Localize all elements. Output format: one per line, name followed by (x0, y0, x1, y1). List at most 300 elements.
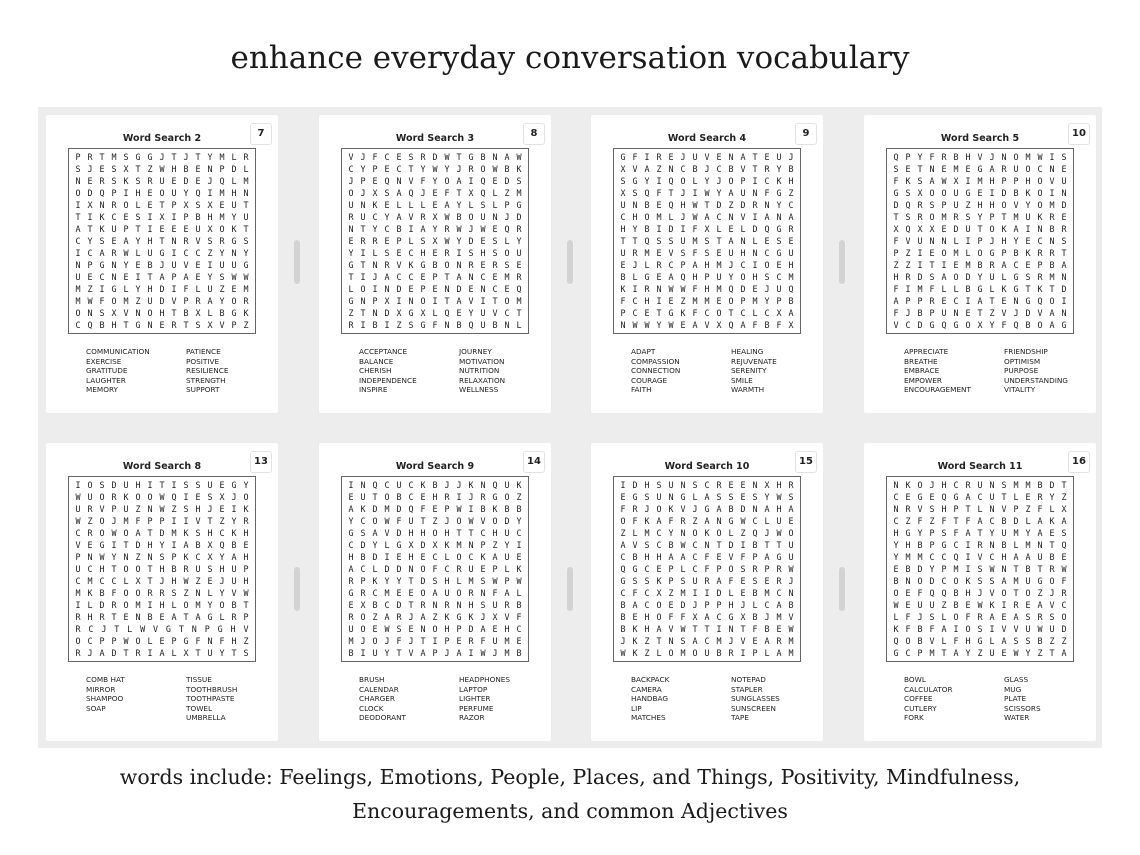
grid-letter: G (620, 151, 626, 162)
grid-letter: U (516, 247, 522, 258)
grid-letter: G (893, 647, 899, 658)
grid-letter: X (620, 163, 626, 174)
grid-letter: V (468, 295, 474, 306)
grid-letter: B (752, 611, 758, 622)
grid-row (617, 213, 797, 221)
grid-letter: J (219, 575, 225, 586)
grid-row (345, 625, 525, 633)
grid-letter: E (432, 503, 438, 514)
grid-letter: B (752, 587, 758, 598)
grid-letter: Y (207, 151, 213, 162)
grid-letter: B (1001, 539, 1007, 550)
grid-letter: F (893, 283, 899, 294)
grid-letter: R (348, 211, 354, 222)
grid-letter: Q (480, 187, 486, 198)
grid-letter: T (893, 211, 899, 222)
grid-letter: T (159, 235, 165, 246)
grid-letter: V (893, 319, 899, 330)
grid-letter: A (776, 647, 782, 658)
puzzle-card[interactable] (319, 115, 551, 413)
grid-letter: M (1013, 479, 1019, 490)
puzzle-card[interactable] (46, 115, 278, 413)
grid-letter: V (1013, 623, 1019, 634)
grid-letter: R (231, 611, 237, 622)
grid-letter: U (989, 491, 995, 502)
grid-letter: O (384, 491, 390, 502)
grid-letter: O (1001, 587, 1007, 598)
grid-letter: M (644, 247, 650, 258)
grid-letter: A (692, 319, 698, 330)
grid-letter: M (516, 187, 522, 198)
grid-letter: I (468, 175, 474, 186)
grid-letter: N (444, 283, 450, 294)
grid-letter: E (420, 271, 426, 282)
grid-letter: R (656, 259, 662, 270)
grid-letter: P (905, 151, 911, 162)
grid-row (617, 225, 797, 233)
grid-letter: W (444, 235, 450, 246)
grid-letter: U (159, 175, 165, 186)
grid-letter: A (420, 647, 426, 658)
grid-letter: R (516, 223, 522, 234)
grid-letter: Y (917, 527, 923, 538)
grid-letter: G (468, 151, 474, 162)
word-item: CLOCK (359, 703, 384, 713)
grid-letter: L (644, 259, 650, 270)
grid-letter: O (1037, 187, 1043, 198)
grid-row (617, 273, 797, 281)
grid-letter: D (468, 623, 474, 634)
puzzle-card[interactable] (591, 115, 823, 413)
grid-letter: Q (929, 587, 935, 598)
grid-letter: N (752, 503, 758, 514)
grid-letter: V (740, 163, 746, 174)
grid-letter: G (420, 259, 426, 270)
puzzle-card[interactable] (46, 443, 278, 741)
grid-letter: U (704, 647, 710, 658)
grid-letter: P (360, 575, 366, 586)
grid-letter: L (432, 307, 438, 318)
grid-letter: T (752, 151, 758, 162)
grid-letter: I (965, 295, 971, 306)
grid-letter: G (632, 563, 638, 574)
scroll-handle[interactable] (294, 567, 300, 611)
grid-letter: U (75, 503, 81, 514)
grid-letter: V (632, 539, 638, 550)
word-item: MOTIVATION (459, 356, 505, 366)
grid-letter: M (348, 635, 354, 646)
grid-letter: C (893, 515, 899, 526)
grid-letter: U (504, 551, 510, 562)
grid-letter: O (1001, 199, 1007, 210)
word-list-right (186, 347, 272, 395)
grid-letter: K (516, 163, 522, 174)
word-item: SERENITY (731, 366, 767, 376)
word-item: RESILIENCE (186, 366, 229, 376)
grid-letter: R (752, 563, 758, 574)
grid-letter: T (123, 647, 129, 658)
grid-letter: W (432, 163, 438, 174)
grid-letter: H (480, 247, 486, 258)
grid-letter: C (480, 271, 486, 282)
grid-letter: F (893, 307, 899, 318)
grid-letter: X (776, 307, 782, 318)
scroll-handle[interactable] (567, 240, 573, 284)
grid-letter: Q (195, 187, 201, 198)
grid-letter: D (111, 479, 117, 490)
word-item: CUTLERY (904, 703, 937, 713)
grid-letter: R (644, 283, 650, 294)
grid-letter: R (1049, 211, 1055, 222)
grid-letter: T (989, 295, 995, 306)
grid-letter: W (384, 623, 390, 634)
grid-letter: N (191, 623, 197, 634)
grid-letter: C (776, 587, 782, 598)
word-item: SUNGLASSES (731, 694, 780, 704)
grid-letter: J (444, 479, 450, 490)
grid-letter: M (1013, 211, 1019, 222)
grid-letter: I (99, 283, 105, 294)
grid-letter: J (989, 235, 995, 246)
grid-letter: L (127, 623, 133, 634)
grid-letter: G (680, 491, 686, 502)
grid-letter: I (171, 211, 177, 222)
grid-letter: J (764, 283, 770, 294)
grid-letter: R (752, 199, 758, 210)
grid-letter: L (692, 491, 698, 502)
grid-letter: C (384, 151, 390, 162)
grid-letter: E (480, 259, 486, 270)
grid-letter: E (408, 283, 414, 294)
grid-letter: L (692, 175, 698, 186)
grid-letter: I (384, 319, 390, 330)
grid-letter: P (917, 647, 923, 658)
grid-letter: U (231, 199, 237, 210)
grid-letter: Q (504, 223, 510, 234)
grid-letter: X (396, 307, 402, 318)
grid-letter: K (408, 259, 414, 270)
grid-letter: B (195, 211, 201, 222)
grid-letter: U (207, 283, 213, 294)
grid-letter: E (219, 503, 225, 514)
grid-letter: G (231, 307, 237, 318)
grid-letter: O (716, 527, 722, 538)
grid-letter: D (929, 575, 935, 586)
grid-letter: D (953, 223, 959, 234)
grid-letter: E (159, 635, 165, 646)
grid-letter: U (492, 599, 498, 610)
word-item: GLASS (1004, 675, 1029, 684)
grid-letter: G (1037, 575, 1043, 586)
grid-letter: V (668, 623, 674, 634)
grid-letter: O (893, 587, 899, 598)
grid-letter: S (1049, 611, 1055, 622)
grid-letter: S (504, 259, 510, 270)
grid-row (72, 625, 252, 633)
grid-letter: Y (1025, 199, 1031, 210)
scroll-handle[interactable] (294, 240, 300, 284)
grid-letter: C (516, 527, 522, 538)
grid-letter: N (468, 539, 474, 550)
grid-letter: U (123, 503, 129, 514)
grid-letter: G (989, 247, 995, 258)
grid-letter: F (692, 283, 698, 294)
grid-letter: N (408, 563, 414, 574)
grid-letter: M (764, 587, 770, 598)
grid-letter: H (231, 187, 237, 198)
grid-letter: T (656, 307, 662, 318)
grid-letter: B (788, 295, 794, 306)
puzzle-title: Word Search 3 (395, 133, 475, 144)
grid-letter: O (231, 295, 237, 306)
grid-letter: A (420, 611, 426, 622)
grid-letter: V (171, 295, 177, 306)
puzzle-card[interactable] (591, 443, 823, 741)
grid-letter: L (420, 199, 426, 210)
grid-letter: O (692, 647, 698, 658)
puzzle-card[interactable] (864, 443, 1096, 741)
word-list-right (1004, 347, 1090, 395)
grid-letter: I (147, 223, 153, 234)
word-list (631, 347, 811, 395)
grid-letter: U (231, 575, 237, 586)
word-item: HEADPHONES (459, 675, 511, 684)
grid-letter: A (929, 175, 935, 186)
scroll-handle[interactable] (567, 567, 573, 611)
grid-letter: P (171, 551, 177, 562)
grid-letter: E (752, 635, 758, 646)
grid-letter: T (1049, 647, 1055, 658)
grid-letter: S (99, 307, 105, 318)
grid-letter: T (135, 223, 141, 234)
grid-letter: Y (384, 211, 390, 222)
grid-letter: N (752, 247, 758, 258)
grid-letter: P (917, 295, 923, 306)
grid-letter: N (989, 503, 995, 514)
grid-letter: O (372, 515, 378, 526)
grid-letter: F (680, 611, 686, 622)
grid-letter: E (207, 575, 213, 586)
grid-letter: C (75, 319, 81, 330)
grid-letter: Y (977, 211, 983, 222)
grid-letter: L (231, 151, 237, 162)
grid-letter: P (929, 527, 935, 538)
grid-letter: I (917, 259, 923, 270)
grid-row (345, 273, 525, 281)
word-list (904, 675, 1084, 723)
grid-letter: X (492, 611, 498, 622)
grid-letter: R (776, 563, 782, 574)
grid-letter: Z (728, 199, 734, 210)
grid-letter: Y (384, 575, 390, 586)
grid-letter: S (468, 247, 474, 258)
grid-letter: B (620, 271, 626, 282)
grid-letter: C (360, 515, 366, 526)
grid-letter: W (159, 503, 165, 514)
grid-letter: I (408, 223, 414, 234)
grid-letter: L (147, 635, 153, 646)
grid-letter: H (408, 551, 414, 562)
grid-letter: L (135, 199, 141, 210)
grid-letter: B (620, 599, 626, 610)
grid-letter: S (111, 163, 117, 174)
grid-letter: C (348, 539, 354, 550)
grid-letter: R (1013, 599, 1019, 610)
grid-letter: U (953, 199, 959, 210)
grid-row (890, 273, 1070, 281)
grid-letter: P (480, 539, 486, 550)
grid-letter: B (1049, 259, 1055, 270)
grid-letter: Y (135, 283, 141, 294)
grid-letter: H (977, 199, 983, 210)
grid-letter: N (207, 163, 213, 174)
grid-letter: C (384, 223, 390, 234)
grid-letter: L (348, 283, 354, 294)
grid-letter: E (432, 283, 438, 294)
grid-letter: E (620, 259, 626, 270)
grid-letter: K (516, 479, 522, 490)
grid-letter: Z (147, 163, 153, 174)
grid-row (72, 529, 252, 537)
grid-letter: N (372, 307, 378, 318)
grid-letter: E (905, 163, 911, 174)
grid-letter: O (656, 599, 662, 610)
grid-letter: C (644, 563, 650, 574)
grid-letter: R (348, 611, 354, 622)
grid-letter: M (123, 515, 129, 526)
scroll-handle[interactable] (839, 240, 845, 284)
grid-letter: S (480, 199, 486, 210)
grid-letter: V (153, 623, 159, 634)
grid-letter: T (516, 307, 522, 318)
grid-letter: Z (372, 611, 378, 622)
grid-letter: J (360, 151, 366, 162)
grid-letter: U (195, 563, 201, 574)
grid-letter: D (111, 647, 117, 658)
grid-letter: H (420, 527, 426, 538)
grid-letter: C (644, 599, 650, 610)
grid-letter: M (716, 259, 722, 270)
page-number-badge: 10 (1068, 123, 1090, 145)
grid-letter: K (444, 611, 450, 622)
scroll-handle[interactable] (839, 567, 845, 611)
grid-letter: E (764, 235, 770, 246)
grid-letter: S (516, 175, 522, 186)
grid-letter: B (1037, 635, 1043, 646)
grid-letter: Z (668, 587, 674, 598)
grid-letter: I (147, 599, 153, 610)
grid-letter: D (1061, 283, 1067, 294)
grid-letter: E (432, 247, 438, 258)
grid-letter: S (680, 575, 686, 586)
word-item: EMBRACE (904, 366, 940, 376)
word-list-right (459, 675, 545, 723)
grid-letter: C (656, 539, 662, 550)
grid-letter: S (99, 479, 105, 490)
grid-letter: Z (504, 187, 510, 198)
grid-letter: V (1001, 503, 1007, 514)
puzzle-card[interactable] (864, 115, 1096, 413)
grid-letter: I (75, 199, 81, 210)
grid-letter: K (680, 307, 686, 318)
grid-letter: N (728, 211, 734, 222)
grid-letter: T (704, 623, 710, 634)
grid-letter: F (432, 563, 438, 574)
grid-letter: O (716, 307, 722, 318)
grid-letter: Z (516, 491, 522, 502)
grid-row (890, 285, 1070, 293)
grid-letter: O (456, 551, 462, 562)
grid-letter: J (420, 187, 426, 198)
grid-letter: X (195, 307, 201, 318)
grid-letter: J (1049, 587, 1055, 598)
grid-letter: T (243, 199, 249, 210)
grid-letter: P (1013, 175, 1019, 186)
grid-letter: D (384, 307, 390, 318)
grid-letter: F (656, 187, 662, 198)
grid-letter: V (740, 211, 746, 222)
grid-letter: H (504, 623, 510, 634)
grid-letter: O (1037, 199, 1043, 210)
grid-letter: V (219, 319, 225, 330)
grid-letter: O (656, 611, 662, 622)
grid-letter: F (929, 623, 935, 634)
grid-letter: G (492, 491, 498, 502)
grid-letter: E (516, 635, 522, 646)
grid-letter: P (111, 635, 117, 646)
puzzle-card[interactable] (319, 443, 551, 741)
grid-letter: L (492, 199, 498, 210)
grid-letter: M (87, 575, 93, 586)
grid-letter: C (989, 515, 995, 526)
grid-letter: W (444, 211, 450, 222)
grid-letter: S (680, 635, 686, 646)
grid-letter: F (135, 515, 141, 526)
grid-letter: Z (905, 259, 911, 270)
grid-letter: Y (516, 515, 522, 526)
letter-grid (68, 476, 256, 662)
grid-letter: O (123, 199, 129, 210)
grid-letter: B (1049, 223, 1055, 234)
grid-letter: O (965, 623, 971, 634)
grid-letter: V (704, 151, 710, 162)
grid-letter: E (384, 235, 390, 246)
grid-letter: E (1049, 527, 1055, 538)
grid-letter: R (171, 319, 177, 330)
grid-letter: Z (989, 307, 995, 318)
grid-letter: F (195, 635, 201, 646)
grid-letter: O (788, 527, 794, 538)
grid-letter: A (716, 575, 722, 586)
grid-letter: H (893, 527, 899, 538)
grid-letter: N (111, 259, 117, 270)
grid-letter: G (668, 307, 674, 318)
grid-letter: D (893, 199, 899, 210)
page-number-badge: 7 (250, 123, 272, 145)
grid-letter: B (372, 599, 378, 610)
grid-letter: B (764, 319, 770, 330)
grid-letter: R (776, 575, 782, 586)
grid-letter: I (1001, 599, 1007, 610)
grid-letter: E (740, 575, 746, 586)
grid-letter: P (99, 635, 105, 646)
grid-letter: S (159, 551, 165, 562)
grid-letter: H (135, 479, 141, 490)
grid-letter: R (516, 271, 522, 282)
grid-letter: K (123, 175, 129, 186)
grid-letter: X (360, 599, 366, 610)
grid-letter: E (243, 539, 249, 550)
